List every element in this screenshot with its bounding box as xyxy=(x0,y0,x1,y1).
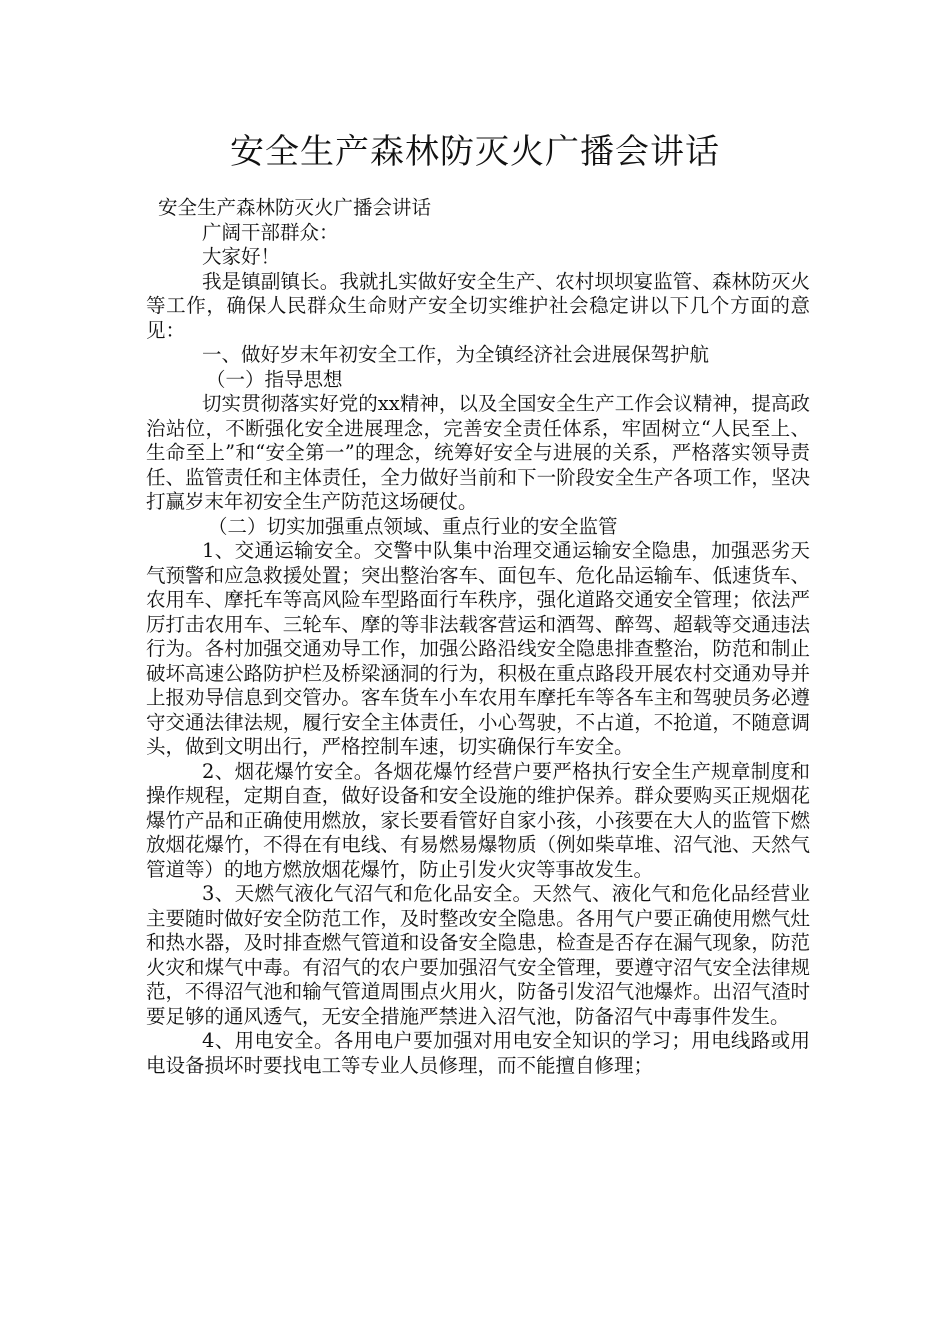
subsection-heading-guiding: （一）指导思想 xyxy=(206,367,343,391)
item-electricity-safety: 4、用电安全。各用电户要加强对用电安全知识的学习；用电线路或用电设备损坏时要找电工等专业人员修理，而不能擅自修理； xyxy=(146,1029,810,1077)
subsection-heading-supervision: （二）切实加强重点领域、重点行业的安全监管 xyxy=(208,514,618,538)
guiding-paragraph: 切实贯彻落实好党的xx精神，以及全国安全生产工作会议精神，提高政治站位，不断强化安全进展理念，完善安全责任体系，牢固树立“人民至上、生命至上”和“安全第一”的理念，统筹好安全与进展的关系，严格落实领导责任、监管责任和主体责任，全力做好当前和下一阶段安全生产各项工作，坚决打赢岁末年初安全生产防范这场硬仗。 xyxy=(146,392,810,513)
item-fireworks-safety: 2、烟花爆竹安全。各烟花爆竹经营户要严格执行安全生产规章制度和操作规程，定期自查，做好设备和安全设施的维护保养。群众要购买正规烟花爆竹产品和正确使用燃放，家长要看管好自家小孩，小孩要在大人的监管下燃放烟花爆竹，不得在有电线、有易燃易爆物质（例如柴草堆、沼气池、天然气管道等）的地方燃放烟花爆竹，防止引发火灾等事故发生。 xyxy=(146,759,810,881)
item-gas-safety: 3、天燃气液化气沼气和危化品安全。天然气、液化气和危化品经营业主要随时做好安全防范工作，及时整改安全隐患。各用气户要正确使用燃气灶和热水器，及时排查燃气管道和设备安全隐患，检查是否存在漏气现象，防范火灾和煤气中毒。有沼气的农户要加强沼气安全管理，要遵守沼气安全法律规范，不得沼气池和输气管道周围点火用火，防备引发沼气池爆炸。出沼气渣时要足够的通风透气，无安全措施严禁进入沼气池，防备沼气中毒事件发生。 xyxy=(146,882,810,1028)
greeting: 大家好！ xyxy=(202,245,281,268)
item-traffic-safety: 1、交通运输安全。交警中队集中治理交通运输安全隐患，加强恶劣天气预警和应急救援处置；突出整治客车、面包车、危化品运输车、低速货车、农用车、摩托车等高风险车型路面行车秩序，强化道路交通安全管理；依法严厉打击农用车、三轮车、摩的等非法载客营运和酒驾、醉驾、超载等交通违法行为。各村加强交通劝导工作，加强公路沿线安全隐患排查整治，防范和制止破坏高速公路防护栏及桥梁涵洞的行为，积极在重点路段开展农村交通劝导并上报劝导信息到交管办。客车货车小车农用车摩托车等各车主和驾驶员务必遵守交通法律法规，履行安全主体责任，小心驾驶，不占道，不抢道，不随意调头，做到文明出行，严格控制车速，切实确保行车安全。 xyxy=(146,539,810,758)
salutation: 广阔干部群众： xyxy=(202,220,339,244)
document-subtitle: 安全生产森林防灭火广播会讲话 xyxy=(158,196,432,219)
document-title: 安全生产森林防灭火广播会讲话 xyxy=(230,132,720,172)
document-body xyxy=(146,196,810,1078)
section-heading-1: 一、做好岁末年初安全工作，为全镇经济社会进展保驾护航 xyxy=(202,343,710,366)
intro-paragraph: 我是镇副镇长。我就扎实做好安全生产、农村坝坝宴监管、森林防灭火等工作，确保人民群众生命财产安全切实维护社会稳定讲以下几个方面的意见： xyxy=(146,269,810,342)
